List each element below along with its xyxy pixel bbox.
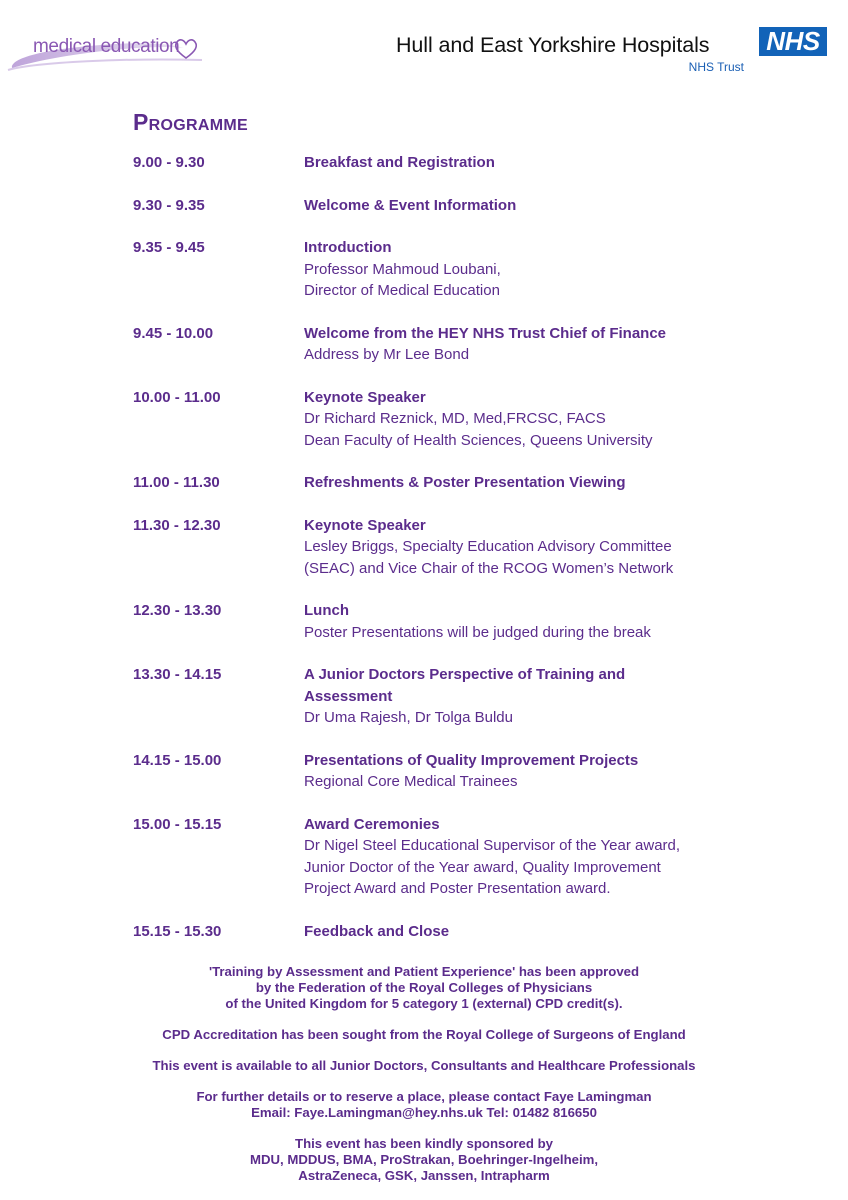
session-detail: Professor Mahmoud Loubani,: [304, 260, 501, 278]
session-time: 12.30 - 13.30: [133, 602, 222, 619]
programme-row: [133, 921, 753, 943]
footer-note-line: CPD Accreditation has been sought from the Royal College of Surgeons of England: [162, 1027, 686, 1042]
session-body: [304, 921, 753, 943]
footer-note-line: 'Training by Assessment and Patient Experience' has been approved: [208, 964, 640, 979]
heart-icon: [173, 37, 199, 61]
session-detail: Poster Presentations will be judged during the break: [304, 623, 651, 641]
session-title: Keynote Speaker: [304, 516, 426, 534]
session-detail: Dr Richard Reznick, MD, Med,FRCSC, FACS: [304, 410, 606, 427]
session-time: 15.15 - 15.30: [133, 922, 222, 940]
session-body: [304, 515, 753, 580]
programme-row: [133, 323, 753, 366]
medical-education-logo: [6, 24, 206, 74]
session-detail: Project Award and Poster Presentation award.: [304, 880, 611, 897]
programme-row: [133, 600, 753, 643]
programme-row: [133, 515, 753, 580]
session-detail: Dr Uma Rajesh, Dr Tolga Buldu: [304, 709, 513, 726]
session-time: 10.00 - 11.00: [133, 388, 221, 406]
trust-name: Hull and East Yorkshire Hospitals: [396, 33, 710, 57]
footer-note: [80, 964, 768, 1012]
session-title: A Junior Doctors Perspective of Training and: [304, 666, 626, 683]
session-time: 11.00 - 11.30: [133, 474, 220, 491]
programme-row: [133, 195, 753, 217]
session-detail: Address by Mr Lee Bond: [304, 346, 470, 363]
programme-row: [133, 237, 753, 302]
session-title: Award Ceremonies: [304, 815, 440, 833]
footer-note-line: AstraZeneca, GSK, Janssen, Intrapharm: [298, 1168, 550, 1183]
session-title: Introduction: [304, 239, 392, 256]
session-body: [304, 195, 753, 217]
footer-note-line: of the United Kingdom for 5 category 1 (external) CPD credit(s).: [225, 996, 623, 1011]
session-detail: Director of Medical Education: [304, 282, 500, 299]
session-detail: Lesley Briggs, Specialty Education Advisory Committee: [304, 538, 672, 555]
footer-note: [80, 1089, 768, 1121]
session-title: Welcome & Event Information: [304, 196, 517, 214]
trust-subtitle: NHS Trust: [688, 60, 744, 74]
programme-row: [133, 387, 753, 452]
session-title: Presentations of Quality Improvement Projects: [304, 751, 639, 769]
session-time: 14.15 - 15.00: [133, 751, 222, 769]
nhs-logo: NHS: [759, 27, 827, 56]
session-body: [304, 472, 753, 494]
session-body: [304, 237, 753, 302]
programme-row: [133, 472, 753, 494]
footer-note: [80, 1027, 768, 1043]
session-body: [304, 750, 753, 793]
session-time: 9.35 - 9.45: [133, 239, 205, 256]
session-body: [304, 323, 753, 366]
programme-row: [133, 750, 753, 793]
session-detail: Regional Core Medical Trainees: [304, 773, 518, 790]
session-detail: Dr Nigel Steel Educational Supervisor of the Year award,: [304, 837, 681, 854]
session-time: 13.30 - 14.15: [133, 666, 222, 683]
session-detail: (SEAC) and Vice Chair of the RCOG Women’s Network: [304, 559, 674, 577]
programme-row: [133, 664, 753, 729]
session-time: 9.00 - 9.30: [133, 154, 205, 171]
session-title: Welcome from the HEY NHS Trust Chief of Finance: [304, 324, 667, 342]
footer-note-line: This event is available to all Junior Doctors, Consultants and Healthcare Professionals: [152, 1058, 696, 1073]
footer-note-line: by the Federation of the Royal Colleges of Physicians: [255, 980, 593, 995]
session-title: Breakfast and Registration: [304, 154, 495, 171]
session-time: 11.30 - 12.30: [133, 516, 221, 534]
session-time: 9.45 - 10.00: [133, 324, 214, 342]
programme-list: [133, 152, 753, 963]
programme-row: [133, 152, 753, 174]
footer-note-line: For further details or to reserve a place, please contact Faye Lamingman: [196, 1089, 652, 1104]
session-title: Keynote Speaker: [304, 388, 426, 406]
footer-note-line: MDU, MDDUS, BMA, ProStrakan, Boehringer-Ingelheim,: [249, 1152, 599, 1167]
session-time: 9.30 - 9.35: [133, 196, 205, 214]
programme-row: [133, 814, 753, 900]
session-body: [304, 664, 753, 729]
session-title: Refreshments & Poster Presentation Viewing: [304, 474, 626, 491]
session-detail: Junior Doctor of the Year award, Quality Improvement: [304, 858, 661, 876]
footer-note: [80, 1136, 768, 1184]
session-body: [304, 152, 753, 174]
footer-note: [80, 1058, 768, 1074]
footer-note-line: This event has been kindly sponsored by: [295, 1136, 553, 1151]
session-title: Assessment: [304, 687, 393, 705]
logo-text: medical education: [33, 36, 180, 57]
session-body: [304, 600, 753, 643]
footer-notes: [80, 964, 768, 1199]
footer-note-line: Email: Faye.Lamingman@hey.nhs.uk Tel: 01482 816650: [251, 1105, 597, 1120]
page-title: Programme: [133, 109, 248, 135]
session-title: Lunch: [304, 602, 349, 619]
session-body: [304, 814, 753, 900]
session-body: [304, 387, 753, 452]
session-title: Feedback and Close: [304, 922, 450, 940]
session-time: 15.00 - 15.15: [133, 815, 222, 833]
session-detail: Dean Faculty of Health Sciences, Queens University: [304, 431, 653, 449]
